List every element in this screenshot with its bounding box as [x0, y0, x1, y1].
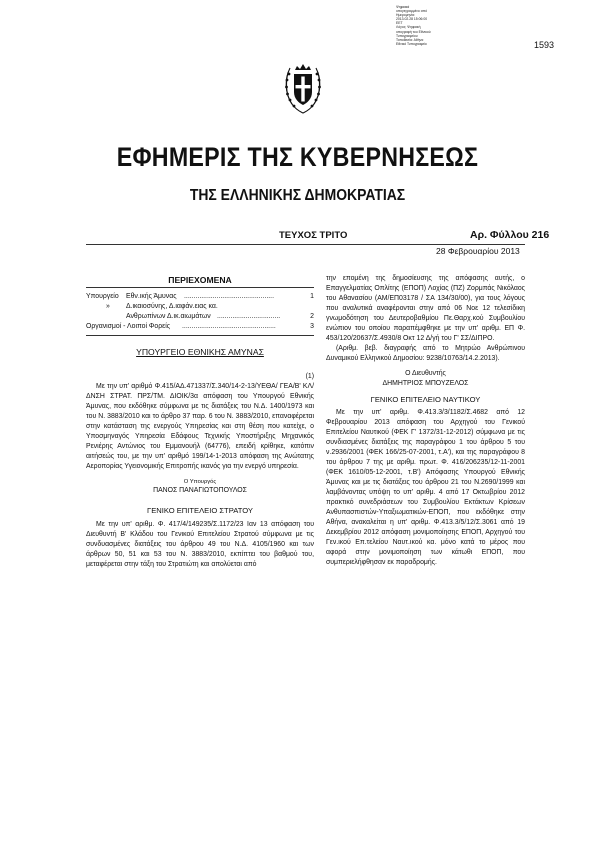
left-column [86, 274, 314, 570]
toc-rule-top [86, 287, 314, 288]
stamp-line: υπογραφή του Εθνικού [396, 29, 431, 34]
stamp-line: EET [396, 21, 403, 26]
gazette-title: ΕΦΗΜΕΡΙΣ ΤΗΣ ΚΥΒΕΡΝΗΣΕΩΣ [116, 142, 479, 172]
stamp-line: Τυπογραφείου [396, 33, 418, 38]
toc-dots: ................................. [217, 313, 281, 320]
stamp-line: 2013.02.28 15:06:00 [396, 17, 428, 22]
stamp-line: υπογεγραμμένο από [396, 9, 427, 14]
signature-title: Ο Διευθυντής [405, 370, 446, 377]
sheet-number: Αρ. Φύλλου 216 [470, 229, 550, 241]
toc-row [86, 312, 314, 322]
decision-text: Με την υπ' αριθμ. Φ.413.3/3/1182/Σ.4682 από 12 Φεβρουαρίου 2013 απόφαση του Αρχηγού του Γενικού Επιτελείου Ναυτικού (ΦΕΚ Γ' 1372/31-12-2012) σύμφωνα με τις συνδιασμένες διατάξεις της παραγράφου 1 του άρθρου 5 του ν.2936/2001 (ΦΕΚ 166/25-07-2001, τ.Α'), και της παραγράφου 8 του άρθρου 7 της με αριθμ. πρωτ. Φ. 416/206235/12-11-2001 (ΦΕΚ 1610/05-12-2001, τ.Β') Απόφασης Υπουργού Εθνικής Άμυνας και με τις διατάξεις του άρθρου 21 του Ν.2690/1999 και λαμβάνοντας υπόψη το υπ' αριθμ. 4 από 17 Οκτωβρίου 2012 πρακτικό συνεδριάσεων του Συμβουλίου Εκτάκτων Κρίσεων Ανθυπασπιστών-Υπαξιωματικών-ΕΠΟΠ, που εκδόθηκε στην Αθήνα, ανακαλείται η υπ' αριθμ. Φ.413.3/5/12/Σ.3061 από 19 Δεκεμβρίου 2012 απόφαση μονιμοποίησης ΕΠΟΠ, Αρχηγού του Γεν.ικού Επ.τελείου Ναυτ.ικού κα. μόνο κατά το μέρος που αφορά στην μονιμοποίηση των κάτωθι ΕΠΟΠ, που συμπεριελήφθησαν εκ παραδρομής. [326, 409, 525, 566]
stamp-line: Ημερομηνία: [396, 13, 415, 18]
toc-row [86, 302, 314, 312]
toc-page: 3 [310, 323, 314, 330]
toc-entry-label: Οργανισμοί - Λοιποί Φορείς [86, 323, 171, 330]
stamp-line: Ψηφιακά [396, 5, 410, 9]
header-rule [86, 244, 525, 245]
page-number: 1593 [534, 40, 555, 50]
section-heading: ΓΕΝΙΚΟ ΕΠΙΤΕΛΕΙΟ ΣΤΡΑΤΟΥ [147, 506, 253, 515]
toc-row [86, 322, 314, 332]
decision-text: Με την υπ' αριθμό Φ.415/ΑΔ.471337/Σ.340/14-2-13/ΥΕΘΑ/ ΓΕΑ/Β' ΚΛ/ΔΝΣΗ ΣΤΡΑΤ. ΠΡΣ/ΤΜ. ΔΙΟΙΚ/3α απόφαση του Υπουργού Εθνικής Άμυνας, που εκδόθηκε σύμφωνα με τις διατάξεις του Ν.Δ. 1400/1973 και του Ν. 3883/2010 και το άρθρο 37 παρ. 6 του Ν. 3883/2010, επαναφέρεται στην κατάσταση της ενεργούς Υπηρεσίας και στη θέση που κατείχε, ο Υποσμηναγός Υπηρεσία Εδάφους Τεχνικής Υποστήριξης Μηχανικός Ρενιέρης Αντώνιος του Εμμανουήλ (64776), επειδή κρίθηκε, κατόπιν αιτήσεώς του, με την υπ' αριθμό 199/14-1-2013 απόφαση της Ανώτατης Αεροπορίας Υγειονομικής Επιτροπής ικανός για την ενεργό υπηρεσία. [86, 383, 314, 470]
registry-note: (Αριθμ. βεβ. διαγραφής από το Μητρώο Ανθρώπινου Δυναμικού Ελληνικού Δημοσίου: 9238/10763/14.2.2013). [326, 345, 525, 362]
toc-dots: ............................................... [184, 293, 274, 300]
issue-date: 28 Φεβρουαρίου 2013 [436, 246, 520, 256]
signature-name: ΔΗΜΗΤΡΙΟΣ ΜΠΟΥΖΕΛΟΣ [382, 380, 469, 387]
toc-page: 2 [310, 313, 314, 320]
toc-page: 1 [310, 293, 314, 300]
coat-of-arms-icon [281, 60, 325, 116]
decision-text: την επομένη της δημοσίευσης της απόφασης αυτής, ο Επαγγελματίας Οπλίτης (ΕΠΟΠ) Λοχίας (ΠΖ) Ζορμπάς Νικόλαος του Αθανασίου (ΑΜ/ΕΠ03178 / ΣΑ 134/30/00), για τους λόγους που αναλυτικά αναφέρονται στην από 06 Νοε 12 τελεσίδικη γνωμοδότηση του Δευτεροβαθμίου Πε.Θαρχ.κού Συμβουλίου ενώπιον του οποίου παραπέμφθηκε με την υπ' αριθμ. ΕΠ Φ. 453/120/20637/Σ.4930/8 Οκτ 12 Δ/γή του Γ' ΣΣ/ΔΙΠΡΟ. [326, 275, 525, 342]
toc-entry-label: » [106, 303, 110, 310]
toc-row [86, 292, 314, 302]
ministry-heading: ΥΠΟΥΡΓΕΙΟ ΕΘΝΙΚΗΣ ΑΜΥΝΑΣ [136, 347, 264, 357]
toc-rule-bottom [86, 335, 314, 336]
gazette-subtitle: ΤΗΣ ΕΛΛΗΝΙΚΗΣ ΔΗΜΟΚΡΑΤΙΑΣ [189, 187, 406, 204]
stamp-line: Λόγος: Ψηφιακή [396, 25, 421, 30]
stamp-line: Τοποθεσία: Αθήνα [396, 37, 424, 42]
toc-entry-label: Υπουργείο [86, 293, 119, 300]
stamp-line: Εθνικό Τυπογραφείο [396, 41, 427, 46]
issue-series: ΤΕΥΧΟΣ ΤΡΙΤΟ [279, 230, 348, 241]
toc-dots: ................................................. [182, 323, 276, 330]
toc-entry-title: Δ.ικαιοσύνης, Δ.ιαφάν.ειας κα. [126, 303, 218, 310]
right-column [326, 274, 525, 568]
section-heading: ΓΕΝΙΚΟ ΕΠΙΤΕΛΕΙΟ ΝΑΥΤΙΚΟΥ [370, 395, 481, 404]
digital-signature-stamp [396, 5, 478, 46]
signature-name: ΠΑΝΟΣ ΠΑΝΑΓΙΩΤΟΠΟΥΛΟΣ [153, 487, 247, 494]
signature-title: Ο Υπουργός [183, 479, 217, 485]
decision-text: Με την υπ' αριθμ. Φ. 417/4/149235/Σ.1172/23 Ιαν 13 απόφαση του Διευθυντή Β' Κλάδου του Γενικού Επιτελείου Στρατού σύμφωνα με τις συνδυασμένες διατάξεις του άρθρου 49 του Ν.Δ. 4105/1960 και των άρθρων 50, 51 και 53 του Ν. 3883/2010, εκπίπτει του βαθμού του, μεταφέρεται στην τάξη του Στρατιώτη και απολύεται από [86, 521, 314, 568]
toc-entry-title: Ανθρωπίνων Δ.ικ.αιωμάτων [126, 313, 211, 320]
toc-heading: ΠΕΡΙΕΧΟΜΕΝΑ [168, 275, 232, 285]
item-number: (1) [305, 373, 314, 380]
toc-entry-title: Εθν.ικής Άμυνας [126, 293, 177, 300]
